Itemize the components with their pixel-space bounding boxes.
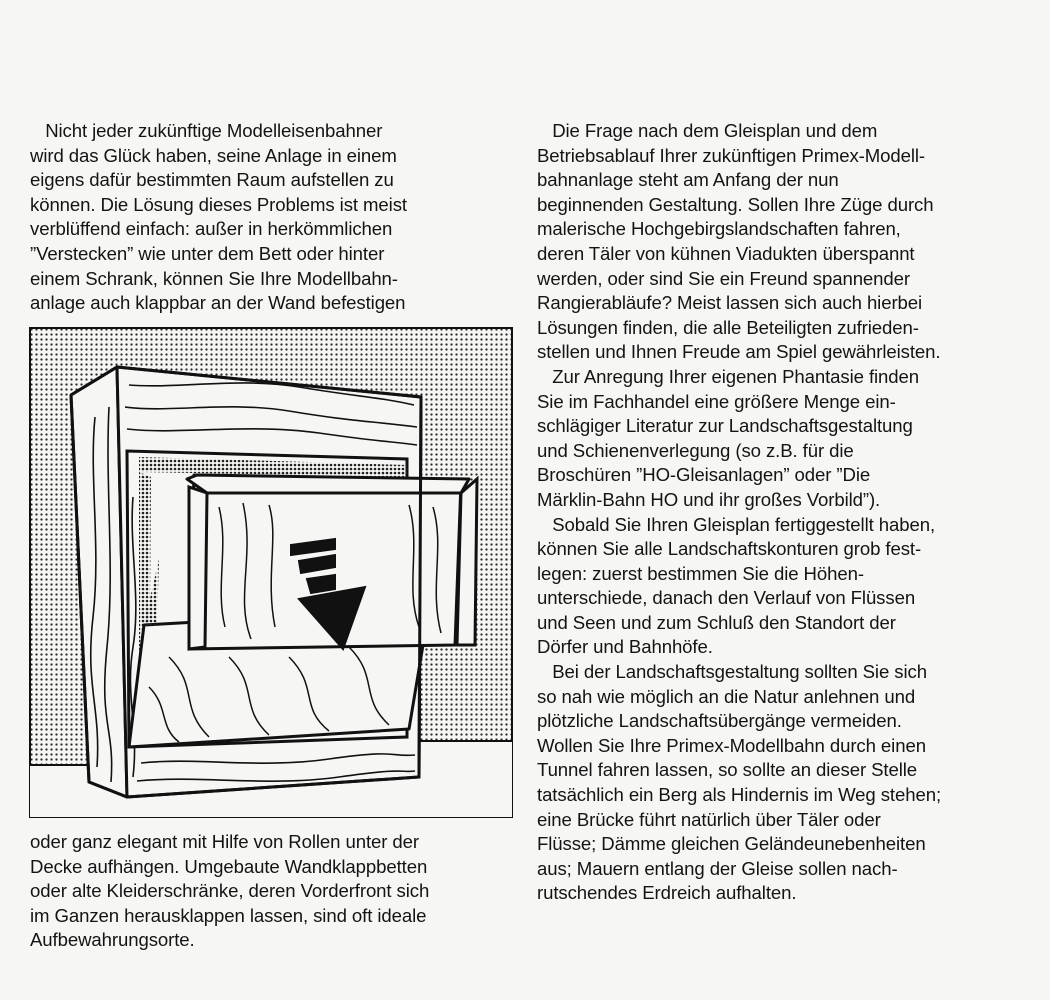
text-line: schlägiger Literatur zur Landschaftsgestaltung xyxy=(537,415,913,437)
text-line: Rangierabläufe? Meist lassen sich auch hierbei xyxy=(537,292,923,314)
text-line: aus; Mauern entlang der Gleise sollen nach- xyxy=(537,857,898,879)
text-line: Betriebsablauf Ihrer zukünftigen Primex-Modell- xyxy=(537,144,926,166)
text-line: werden, oder sind Sie ein Freund spannender xyxy=(537,267,910,289)
text-line: Wollen Sie Ihre Primex-Modellbahn durch einen xyxy=(537,734,926,756)
text-line: einem Schrank, können Sie Ihre Modellbahn- xyxy=(30,267,398,289)
text-line: Aufbewahrungsorte. xyxy=(30,929,195,951)
text-line: verblüffend einfach: außer in herkömmlichen xyxy=(30,218,393,240)
text-line: bahnanlage steht am Anfang der nun xyxy=(537,169,839,191)
text-line: eigens dafür bestimmten Raum aufstellen zu xyxy=(30,169,394,191)
text-line: Lösungen finden, die alle Beteiligten zufrieden- xyxy=(537,316,919,338)
right-column-text xyxy=(537,119,941,906)
text-line: Nicht jeder zukünftige Modelleisenbahner xyxy=(30,120,383,141)
text-line: Dörfer und Bahnhöfe. xyxy=(537,636,713,658)
left-column-bottom-text xyxy=(30,830,429,953)
text-line: eine Brücke führt natürlich über Täler oder xyxy=(537,808,881,830)
text-line: Tunnel fahren lassen, so sollte an dieser Stelle xyxy=(537,759,918,781)
text-line: wird das Glück haben, seine Anlage in einem xyxy=(30,144,397,166)
text-line: stellen und Ihnen Freude am Spiel gewährleisten. xyxy=(537,341,941,363)
text-line: Broschüren ”HO-Gleisanlagen” oder ”Die xyxy=(537,464,871,486)
text-line: unterschiede, danach den Verlauf von Flüssen xyxy=(537,587,916,609)
text-line: malerische Hochgebirgslandschaften fahren, xyxy=(537,218,901,240)
text-line: beginnenden Gestaltung. Sollen Ihre Züge durch xyxy=(537,193,934,215)
text-line: und Schienenverlegung (so z.B. für die xyxy=(537,439,854,461)
text-line: legen: zuerst bestimmen Sie die Höhen- xyxy=(537,562,864,584)
text-line: oder alte Kleiderschränke, deren Vorderfront sich xyxy=(30,880,430,902)
text-line: und Seen und zum Schluß den Standort der xyxy=(537,611,896,633)
text-line: Die Frage nach dem Gleisplan und dem xyxy=(537,120,878,141)
text-line: plötzliche Landschaftsübergänge vermeiden. xyxy=(537,710,902,732)
text-line: anlage auch klappbar an der Wand befestigen xyxy=(30,292,406,314)
text-line: Zur Anregung Ihrer eigenen Phantasie finden xyxy=(537,365,920,387)
text-line: oder ganz elegant mit Hilfe von Rollen unter der xyxy=(30,831,419,852)
text-line: Decke aufhängen. Umgebaute Wandklappbetten xyxy=(30,855,428,877)
text-line: können Sie alle Landschaftskonturen grob fest- xyxy=(537,538,922,560)
fold-down-cabinet-illustration xyxy=(29,327,513,818)
text-line: im Ganzen herausklappen lassen, sind oft ideale xyxy=(30,904,427,926)
text-line: ”Verstecken” wie unter dem Bett oder hinter xyxy=(30,242,385,264)
text-line: Flüsse; Dämme gleichen Geländeunebenheiten xyxy=(537,833,926,855)
text-line: Märklin-Bahn HO und ihr großes Vorbild”). xyxy=(537,488,881,510)
text-line: rutschendes Erdreich aufhalten. xyxy=(537,882,797,904)
text-line: Sie im Fachhandel eine größere Menge ein- xyxy=(537,390,896,412)
text-line: können. Die Lösung dieses Problems ist meist xyxy=(30,193,407,215)
text-line: Bei der Landschaftsgestaltung sollten Sie sich xyxy=(537,661,927,683)
text-line: so nah wie möglich an die Natur anlehnen und xyxy=(537,685,916,707)
left-column-top-text xyxy=(30,119,407,316)
text-line: tatsächlich ein Berg als Hindernis im Weg stehen; xyxy=(537,784,942,806)
text-line: deren Täler von kühnen Viadukten überspannt xyxy=(537,242,915,264)
text-line: Sobald Sie Ihren Gleisplan fertiggestellt haben, xyxy=(537,513,936,535)
